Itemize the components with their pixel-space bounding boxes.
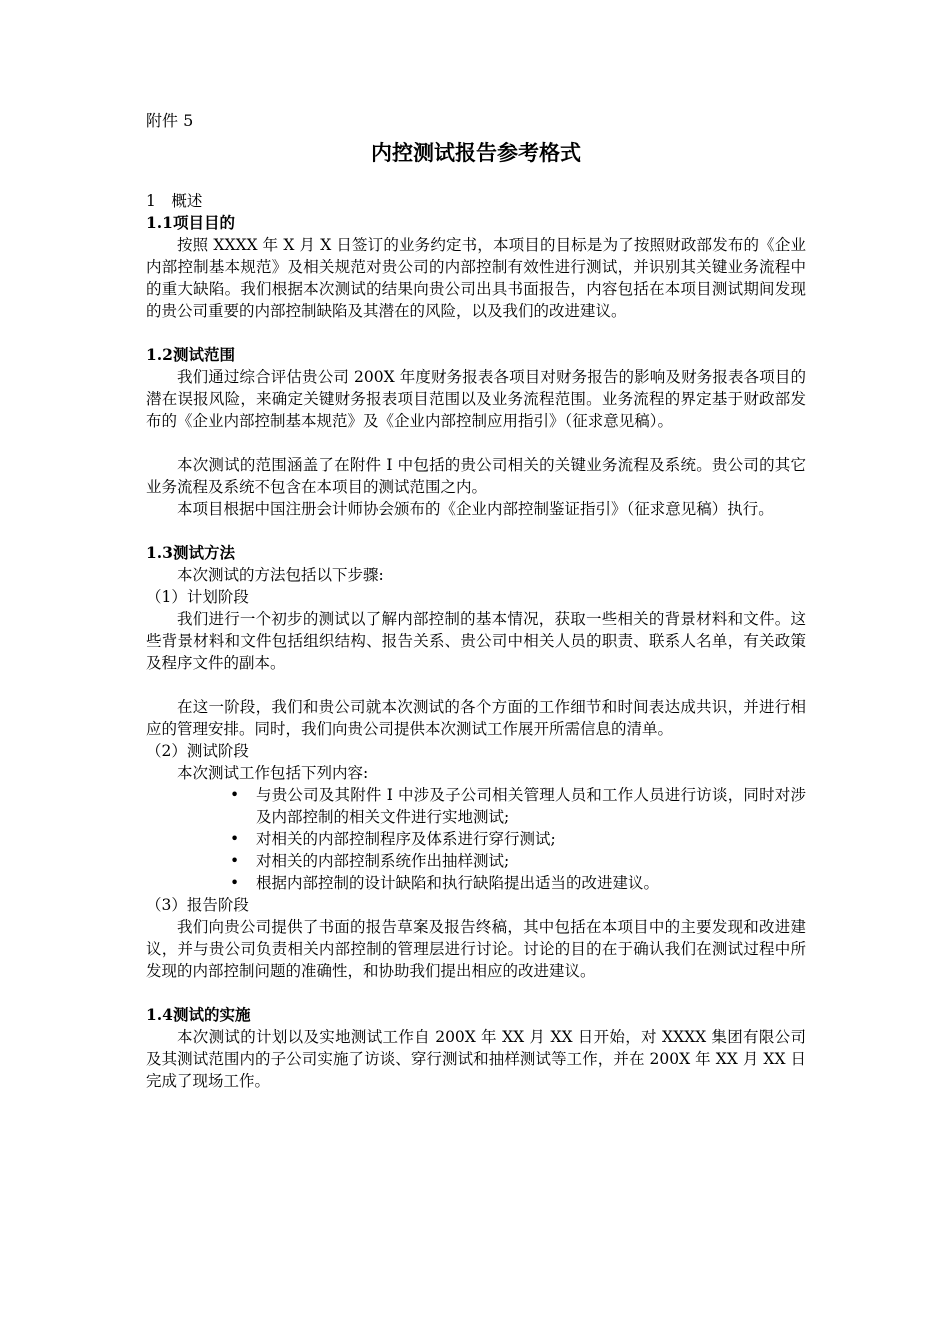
stage-3-label: （3）报告阶段	[146, 896, 249, 914]
bullet-icon: •	[230, 786, 240, 804]
list-item: • 对相关的内部控制程序及体系进行穿行测试;	[230, 830, 556, 848]
stage-2-intro: 本次测试工作包括下列内容:	[177, 764, 369, 782]
section-1-3-heading: 1.3测试方法	[146, 543, 235, 562]
stage-1-paragraph-1: 我们进行一个初步的测试以了解内部控制的基本情况，获取一些相关的背景材料和文件。这些背景材料和文件包括组织结构、报告关系、贵公司中相关人员的职责、联系人名单，有关政策及程序文件的副本。	[146, 610, 806, 672]
section-1-heading: 1 概述	[146, 192, 203, 210]
section-1-3-intro: 本次测试的方法包括以下步骤:	[177, 566, 384, 584]
list-item: • 根据内部控制的设计缺陷和执行缺陷提出适当的改进建议。	[230, 874, 660, 892]
stage-1-paragraph-2: 在这一阶段，我们和贵公司就本次测试的各个方面的工作细节和时间表达成共识，并进行相应的管理安排。同时，我们向贵公司提供本次测试工作展开所需信息的清单。	[146, 698, 806, 738]
stage-2-label: （2）测试阶段	[146, 742, 249, 760]
section-1-2-heading: 1.2测试范围	[146, 345, 235, 364]
section-1-1-heading: 1.1项目目的	[146, 213, 235, 232]
attachment-label: 附件 5	[146, 111, 194, 130]
stage-3-paragraph: 我们向贵公司提供了书面的报告草案及报告终稿，其中包括在本项目中的主要发现和改进建议，并与贵公司负责相关内部控制的管理层进行讨论。讨论的目的在于确认我们在测试过程中所发现的内部控制问题的准确性，和协助我们提出相应的改进建议。	[146, 918, 806, 980]
section-1-4-paragraph: 本次测试的计划以及实地测试工作自 200X 年 XX 月 XX 日开始，对 XXXX 集团有限公司及其测试范围内的子公司实施了访谈、穿行测试和抽样测试等工作，并在 200X 年 XX 月 XX 日完成了现场工作。	[146, 1028, 806, 1090]
section-1-4-heading: 1.4测试的实施	[146, 1005, 251, 1024]
section-1-2-paragraph-2: 本次测试的范围涵盖了在附件 I 中包括的贵公司相关的关键业务流程及系统。贵公司的其它业务流程及系统不包含在本项目的测试范围之内。	[146, 456, 806, 496]
stage-2-bullet-list	[146, 784, 806, 894]
document-content	[146, 108, 806, 1092]
page-title: 内控测试报告参考格式	[371, 141, 581, 165]
list-item: • 对相关的内部控制系统作出抽样测试;	[230, 852, 510, 870]
section-1-2-paragraph-3: 本项目根据中国注册会计师协会颁布的《企业内部控制鉴证指引》（征求意见稿）执行。	[177, 500, 774, 518]
bullet-icon: •	[230, 830, 240, 848]
list-item: • 与贵公司及其附件 I 中涉及子公司相关管理人员和工作人员进行访谈，同时对涉及内部控制的相关文件进行实地测试;	[230, 786, 806, 826]
section-1-2-paragraph-1: 我们通过综合评估贵公司 200X 年度财务报表各项目对财务报告的影响及财务报表各项目的潜在误报风险，来确定关键财务报表项目范围以及业务流程范围。业务流程的界定基于财政部发布的《企业内部控制基本规范》及《企业内部控制应用指引》（征求意见稿）。	[146, 368, 806, 430]
bullet-icon: •	[230, 874, 240, 892]
bullet-icon: •	[230, 852, 240, 870]
section-1-1-paragraph: 按照 XXXX 年 X 月 X 日签订的业务约定书，本项目的目标是为了按照财政部发布的《企业内部控制基本规范》及相关规范对贵公司的内部控制有效性进行测试，并识别其关键业务流程中的重大缺陷。我们根据本次测试的结果向贵公司出具书面报告，内容包括在本项目测试期间发现的贵公司重要的内部控制缺陷及其潜在的风险，以及我们的改进建议。	[146, 236, 806, 320]
stage-1-label: （1）计划阶段	[146, 588, 249, 606]
